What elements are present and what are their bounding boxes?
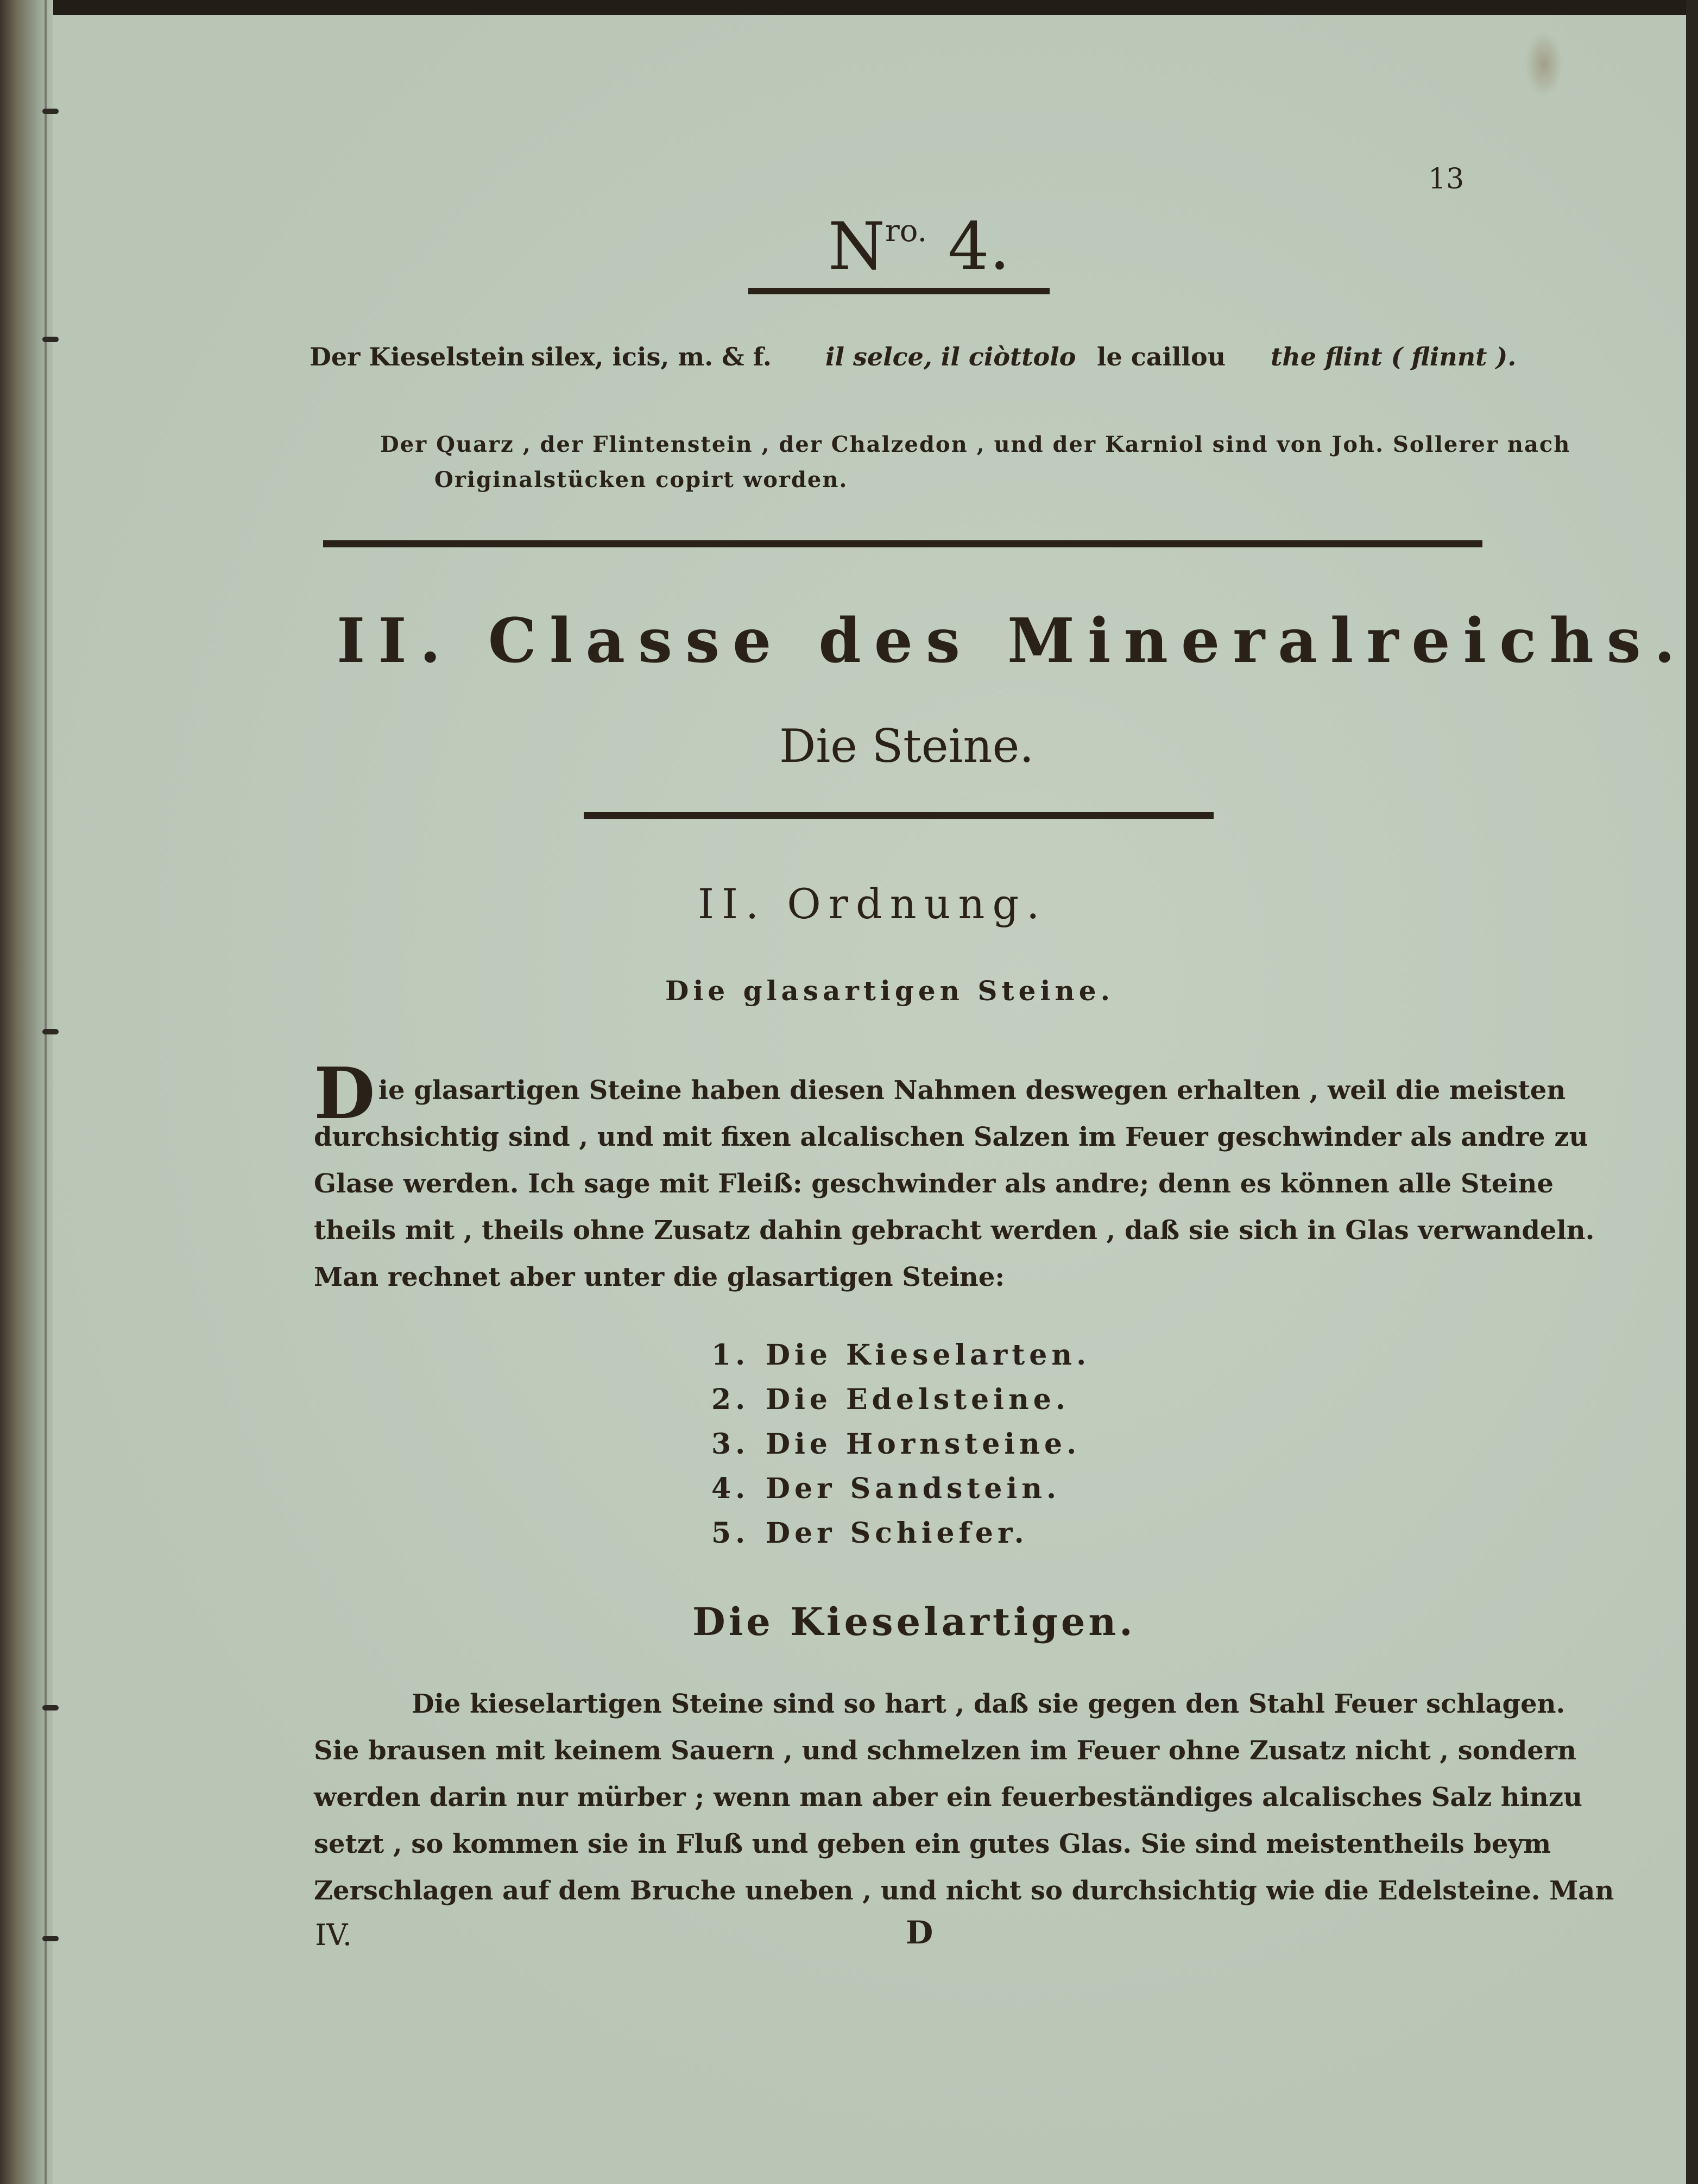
binding-stitch bbox=[42, 1936, 59, 1941]
binding-stitch bbox=[42, 1705, 59, 1710]
paragraph-line: Man rechnet aber unter die glasartigen Steine: bbox=[314, 1262, 1005, 1292]
list-number: 1. bbox=[711, 1339, 750, 1372]
credit-line: Der Quarz , der Flintenstein , der Chalzedon , und der Karniol sind von Joh. Sollerer nach bbox=[380, 432, 1571, 457]
heading-rule bbox=[748, 288, 1050, 294]
name-latin: silex, icis, m. & f. bbox=[531, 342, 772, 371]
subtitle-rule bbox=[584, 812, 1214, 819]
paragraph-line: theils mit , theils ohne Zusatz dahin gebracht werden , daß sie sich in Glas verwandeln. bbox=[314, 1215, 1595, 1246]
page-top-edge bbox=[0, 0, 1698, 15]
paragraph-line: Zerschlagen auf dem Bruche uneben , und nicht so durchsichtig wie die Edelsteine. Man bbox=[314, 1876, 1614, 1906]
number-prefix: N bbox=[828, 209, 885, 285]
list-text: Die Hornsteine. bbox=[766, 1428, 1081, 1461]
section-paragraph bbox=[314, 1681, 1614, 1914]
list-text: Die Edelsteine. bbox=[766, 1383, 1070, 1416]
drop-cap: D bbox=[314, 1052, 375, 1135]
binding-stitch bbox=[42, 109, 59, 114]
paragraph-line: werden darin nur mürber ; wenn man aber ein feuerbeständiges alcalisches Salz hinzu bbox=[314, 1782, 1582, 1813]
list-number: 5. bbox=[711, 1517, 750, 1550]
paragraph-line: Glase werden. Ich sage mit Fleiß: geschwinder als andre; denn es können alle Steine bbox=[314, 1169, 1554, 1199]
stone-list bbox=[711, 1333, 1090, 1556]
list-item bbox=[711, 1378, 1090, 1422]
class-title: II. Classe des Mineralreichs. bbox=[337, 605, 1688, 677]
binding-fold bbox=[45, 0, 47, 2184]
list-text: Die Kieselarten. bbox=[766, 1339, 1091, 1372]
list-number: 3. bbox=[711, 1428, 750, 1461]
name-english: the flint ( flinnt ). bbox=[1271, 342, 1517, 371]
number-heading bbox=[828, 209, 1010, 285]
paragraph-line: Sie brausen mit keinem Sauern , und schmelzen im Feuer ohne Zusatz nicht , sondern bbox=[314, 1735, 1576, 1766]
list-number: 4. bbox=[711, 1472, 750, 1505]
list-item bbox=[711, 1333, 1090, 1378]
paper-stain bbox=[1525, 31, 1563, 97]
binding-stitch bbox=[42, 337, 59, 342]
order-title: II. Ordnung. bbox=[698, 880, 1047, 928]
paragraph-line: ie glasartigen Steine haben diesen Nahmen deswegen erhalten , weil die meisten bbox=[378, 1075, 1566, 1106]
name-german: Der Kieselstein bbox=[310, 342, 525, 371]
credit-line: Originalstücken copirt worden. bbox=[434, 467, 848, 493]
intro-paragraph bbox=[314, 1052, 1595, 1301]
paragraph-line: durchsichtig sind , und mit fixen alcalischen Salzen im Feuer geschwinder als andre zu bbox=[314, 1122, 1588, 1152]
order-subtitle: Die glasartigen Steine. bbox=[665, 975, 1115, 1007]
number-value: 4. bbox=[948, 209, 1010, 285]
section-rule bbox=[323, 540, 1482, 547]
list-item bbox=[711, 1467, 1090, 1511]
list-text: Der Sandstein. bbox=[766, 1472, 1061, 1505]
list-text: Der Schiefer. bbox=[766, 1517, 1028, 1550]
list-item bbox=[711, 1422, 1090, 1467]
subtitle: Die Steine. bbox=[779, 719, 1034, 773]
paragraph-line: Die kieselartigen Steine sind so hart , daß sie gegen den Stahl Feuer schlagen. bbox=[412, 1689, 1566, 1719]
signature-volume: IV. bbox=[315, 1918, 352, 1952]
page-right-edge bbox=[1686, 0, 1698, 2184]
name-french: le caillou bbox=[1097, 342, 1226, 371]
binding-stitch bbox=[42, 1029, 59, 1034]
page-number: 13 bbox=[1428, 163, 1465, 195]
name-italian: il selce, il ciòttolo bbox=[825, 342, 1076, 371]
list-number: 2. bbox=[711, 1383, 750, 1416]
section-title: Die Kieselartigen. bbox=[692, 1599, 1136, 1644]
paragraph-line: setzt , so kommen sie in Fluß und geben ein gutes Glas. Sie sind meistentheils beym bbox=[314, 1829, 1551, 1859]
list-item bbox=[711, 1511, 1090, 1556]
number-superscript: ro. bbox=[885, 213, 927, 249]
signature-mark: D bbox=[906, 1914, 933, 1951]
